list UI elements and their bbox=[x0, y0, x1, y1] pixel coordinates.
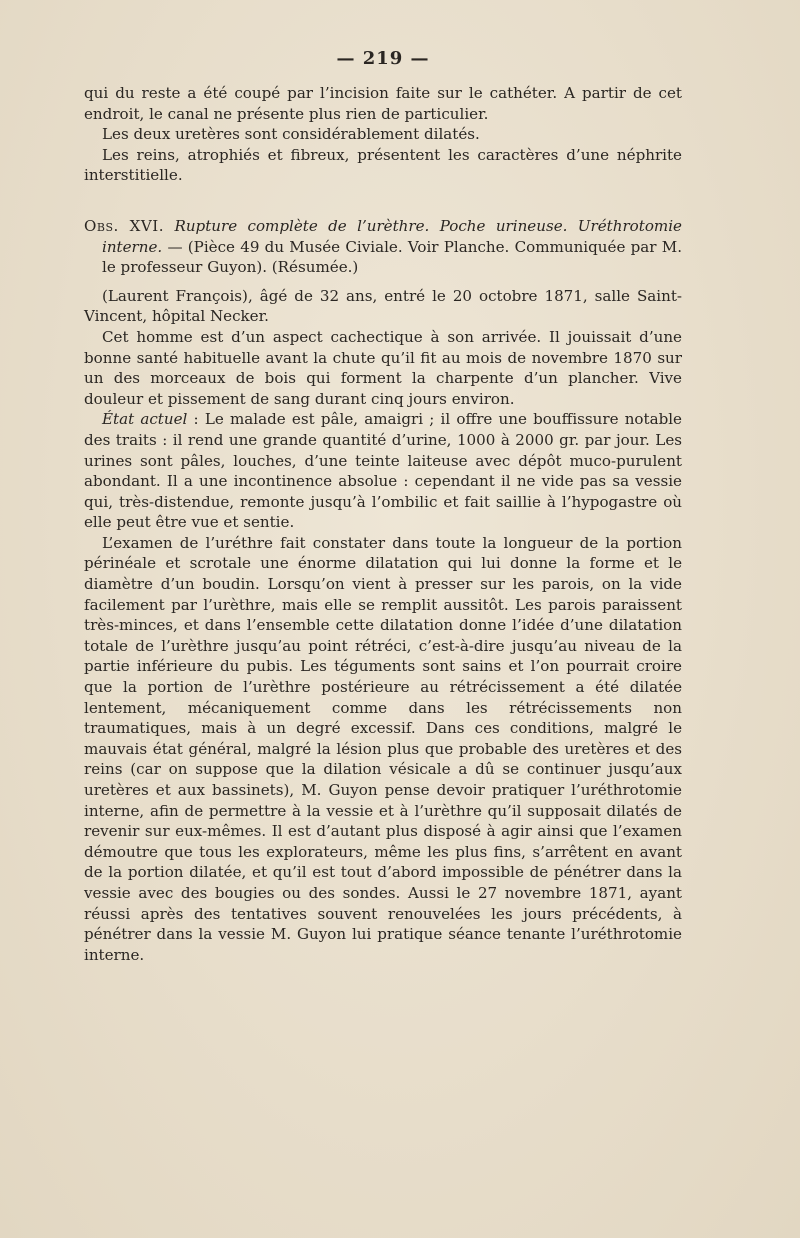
lead-paragraph: qui du reste a été coupé par l’incision faite sur le cathéter. A partir de cet endroit, le canal ne présente plus rien de particulier. bbox=[84, 84, 682, 123]
observation-details: — (Pièce 49 du Musée Civiale. Voir Planche. Communiquée par M. le professeur Guyon). (Résumée.) bbox=[102, 237, 682, 277]
paragraph-ureteres: Les deux uretères sont considérablement dilatés. bbox=[102, 125, 480, 144]
paragraph-reins: Les reins, atrophiés et fibreux, présentent les caractères d’une néphrite interstitielle. bbox=[84, 145, 682, 185]
observation-heading bbox=[84, 216, 682, 278]
paragraph-examen: L’examen de l’uréthre fait constater dans toute la longueur de la portion périnéale et scrotale une énorme dilatation qui lui donne la forme et le diamètre d’un boudin. Lorsqu’on vient à presser sur les parois, on la vide facilement par l’urèthre, mais elle se remplit aussitôt. Les parois paraissent très-minces, et dans l’ensemble cette dilatation donne l’idée d’une dilatation totale de l’urèthre jusqu’au point rétréci, c’est-à-dire jusqu’au niveau de la partie inférieure du pubis. Les téguments sont sains et l’on pourrait croire que la portion de l’urèthre postérieure au rétrécissement a été dilatée lentement, mécaniquement comme dans les rétrécissements non traumatiques, mais à un degré excessif. Dans ces conditions, malgré le mauvais état général, malgré la lésion plus que probable des uretères et des reins (car on suppose que la dilation vésicale a dû se continuer jusqu’aux uretères et aux bassinets), M. Guyon pense devoir pratiquer l’uréthrotomie interne, afin de permettre à la vessie et à l’urèthre qu’il supposait dilatés de revenir sur eux-mêmes. Il est d’autant plus disposé à agir ainsi que l’examen démoutre que tous les explorateurs, même les plus fins, s’arrêtent en avant de la portion dilatée, et qu’il est tout d’abord impossible de pénétrer dans la vessie avec des bougies ou des sondes. Aussi le 27 novembre 1871, ayant réussi après des tentatives souvent renouvelées les jours précédents, à pénétrer dans la vessie M. Guyon lui pratique séance tenante l’uréthrotomie interne. bbox=[84, 533, 682, 964]
page-number: — 219 — bbox=[336, 48, 430, 69]
etat-text: : Le malade est pâle, amaigri ; il offre une bouffissure notable des traits : il rend une grande quantité d’urine, 1000 à 2000 gr. par jour. Les urines sont pâles, louches, d’une teinte laiteuse avec dépôt muco-purulent abondant. Il a une incontinence absolue : cependant il ne vide pas sa vessie qui, très-distendue, remonte jusqu’à l’ombilic et fait saillie à l’hypogastre où elle peut être vue et sentie. bbox=[84, 410, 682, 532]
body-text bbox=[84, 83, 682, 965]
observation-title: Rupture complète de l’urèthre. Poche urineuse. Uréthrotomie interne. bbox=[102, 216, 682, 256]
paragraph-aspect: Cet homme est d’un aspect cachectique à son arrivée. Il jouissait d’une bonne santé habituelle avant la chute qu’il fit au mois de novembre 1870 sur un des morceaux de bois qui forment la charpente d’un plancher. Vive douleur et pissement de sang durant cinq jours environ. bbox=[84, 327, 682, 408]
paragraph-patient: (Laurent François), âgé de 32 ans, entré le 20 octobre 1871, salle Saint-Vincent, hôpital Necker. bbox=[84, 286, 682, 326]
paragraph-etat bbox=[84, 409, 682, 533]
etat-label: État actuel bbox=[102, 410, 188, 429]
observation-number: Obs. XVI. bbox=[84, 216, 165, 235]
